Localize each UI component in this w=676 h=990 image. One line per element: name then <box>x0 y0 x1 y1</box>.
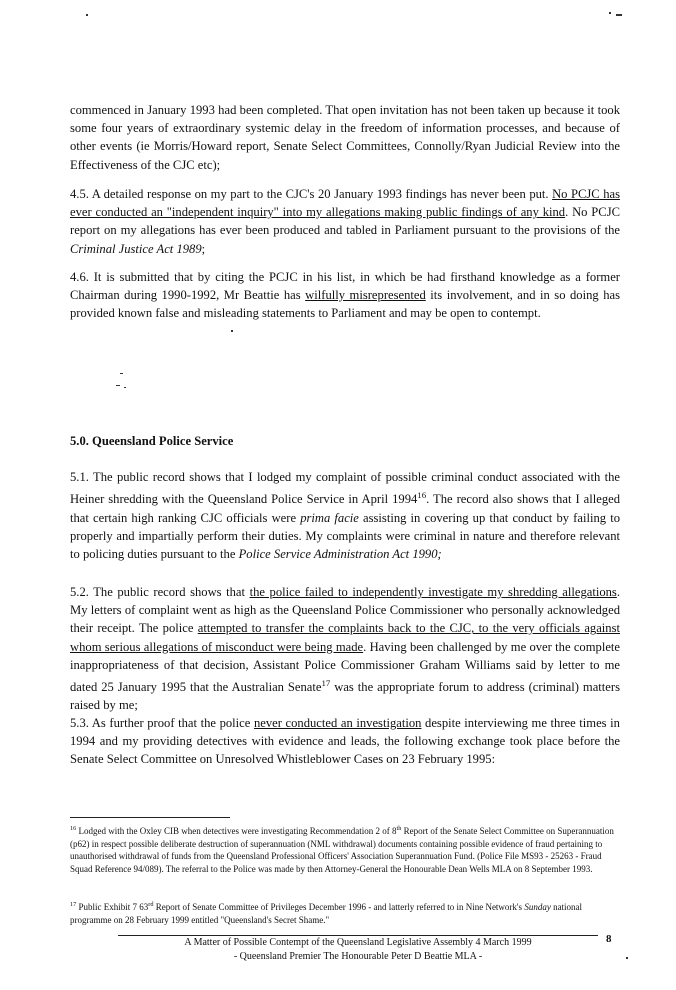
scan-speck <box>124 387 126 388</box>
paragraph-5-1: 5.1. The public record shows that I lodged my complaint of possible criminal conduct associated with the Heiner shredding with the Queensland Police Service in April 1994$^{16}$. The record also shows that I alleged that certain high ranking CJC officials were prima facie assisting in covering up that conduct by failing to properly and impartially perform their duties. My complaints were criminal in nature and therefore relevant to policing duties pursuant to the Police Service Administration Act 1990; <box>70 470 621 561</box>
scan-speck <box>231 330 233 332</box>
scan-speck <box>626 957 628 959</box>
footer-line-2: - Queensland Premier The Honourable Peter D Beattie MLA - <box>233 951 483 962</box>
scan-speck <box>120 373 123 374</box>
underlined-text: never conducted an investigation <box>253 716 422 730</box>
paragraph-5-2: 5.2. The public record shows that the police failed to independently investigate my shredding allegations. My letters of complaint went as high as the Queensland Police Commissioner who personally acknowledged their receipt. The police attempted to transfer the complaints back to the CJC, to the very officials against whom serious allegations of misconduct were being made. Having been challenged by me over the complete inappropriateness of that decision, Assistant Police Commissioner Graham Williams said by letter to me dated 25 January 1995 that the Australian Senate$^{17}$ was the appropriate forum to address (criminal) matters raised by me; <box>70 585 620 713</box>
footer-line-1: A Matter of Possible Contempt of the Queensland Legislative Assembly 4 March 1999 <box>184 937 532 948</box>
paragraph-5-3: 5.3. As further proof that the police never conducted an investigation despite interviewing me three times in 1994 and my providing detectives with evidence and leads, the following exchange took place before the Senate Select Committee on Unresolved Whistleblower Cases on 23 February 1995: <box>70 716 620 767</box>
scan-speck <box>116 385 120 386</box>
paragraph-4-6: 4.6. It is submitted that by citing the PCJC in his list, in which be had firsthand knowledge as a former Chairman during 1990-1992, Mr Beattie has wilfully misrepresented its involvement, and in so doing has provided known false and misleading statements to Parliament and may be open to contempt. <box>70 270 620 321</box>
paragraph-4-5: 4.5. A detailed response on my part to the CJC's 20 January 1993 findings has never been put. No PCJC has ever conducted an "independent inquiry" into my allegations making public findings of any kind. No PCJC report on my allegations has ever been produced and tabled in Parliament pursuant to the provisions of the Criminal Justice Act 1989; <box>70 187 620 256</box>
scan-speck <box>86 14 88 16</box>
footnote-ref: 17 <box>321 678 331 689</box>
act-title: Police Service Administration Act 1990; <box>238 547 442 561</box>
underlined-text: the police failed to independently investigate my shredding allegations <box>249 585 617 599</box>
underlined-text: wilfully misrepresented <box>305 288 426 303</box>
footer-rule <box>118 935 598 936</box>
footnote-17: $^{17}$ Public Exhibit 7 63rd Report of Senate Committee of Privileges December 1996 - and latterly referred to in Nine Network's Sunday national programme on 28 February 1999 entitled "Queensland's Secret Shame." <box>70 901 583 925</box>
section-heading: 5.0. Queensland Police Service <box>70 434 234 448</box>
scan-speck <box>609 12 611 14</box>
act-title: Criminal Justice Act 1989 <box>70 241 202 256</box>
paragraph-continued: commenced in January 1993 had been completed. That open invitation has not been taken up because it took some four years of extraordinary systemic delay in the freedom of information processes, and because of other events (ie Morris/Howard report, Senate Select Committees, Connolly/Ryan Judicial Review into the Effectiveness of the CJC etc); <box>70 103 620 172</box>
underlined-text: No PCJC has ever conducted an "independent inquiry" into my allegations making public findings of any kind <box>70 187 620 220</box>
underlined-text: attempted to transfer the complaints back to the CJC, to the very officials against whom serious allegations of misconduct were being made <box>70 621 620 654</box>
scan-speck <box>616 14 622 16</box>
footnote-16: $^{16}$ Lodged with the Oxley CIB when detectives were investigating Recommendation 2 of 8th Report of the Senate Select Committee on Superannuation (p62) in respect possible deliberate destruction of superannuation (NML withdrawal) documents containing possible evidence of fraud pertaining to unauthorised withdrawal of funds from the Queensland Professional Officers' Association Superannuation Fund. (Police File MS93 - 25263 - Fraud Squad Reference 94/089). The referral to the Police was made by then Attorney-General the Honourable Dean Wells MLA on 8 September 1993. <box>70 825 614 875</box>
page-number: 8 <box>606 933 612 945</box>
footnote-ref: 16 <box>417 490 427 501</box>
footnote-separator <box>70 817 230 818</box>
